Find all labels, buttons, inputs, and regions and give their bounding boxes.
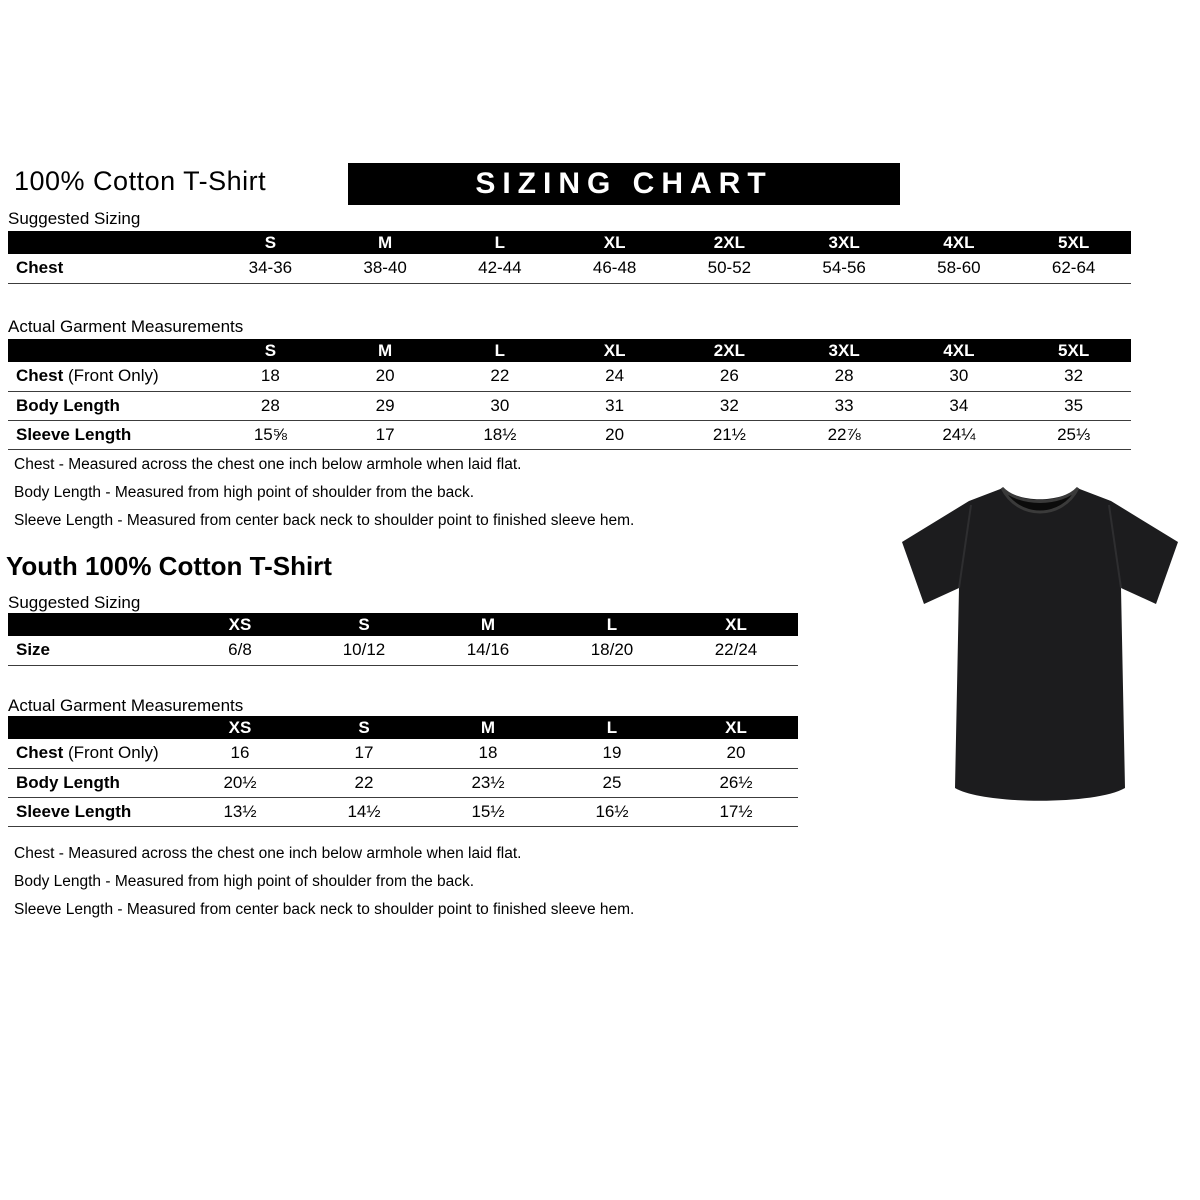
row-label-cell <box>8 739 178 768</box>
row-label-suffix: (Front Only) <box>63 366 159 386</box>
size-column-header: 5XL <box>1016 231 1131 254</box>
size-value-cell: 42-44 <box>443 254 558 283</box>
sizing-chart-banner: SIZING CHART <box>348 163 900 205</box>
size-column-header: M <box>328 339 443 362</box>
adult-actual-measurements-table <box>8 339 1131 450</box>
note-line-body-length: Body Length - Measured from high point of shoulder from the back. <box>14 873 475 890</box>
size-column-header: 3XL <box>787 339 902 362</box>
table-row <box>8 254 1131 283</box>
youth-actual-measurements-table <box>8 716 798 827</box>
note-line-body-length: Body Length - Measured from high point of shoulder from the back. <box>14 484 475 501</box>
row-label-text: Sleeve Length <box>16 424 132 444</box>
row-label-text: Sleeve Length <box>16 801 132 821</box>
table-row <box>8 636 798 665</box>
size-column-header: 3XL <box>787 231 902 254</box>
size-value-cell: 38-40 <box>328 254 443 283</box>
size-value-cell: 18½ <box>443 420 558 449</box>
row-label-text: Body Length <box>16 395 120 415</box>
size-value-cell: 20 <box>557 420 672 449</box>
size-value-cell: 20½ <box>178 768 302 797</box>
note-line-sleeve-length: Sleeve Length - Measured from center back neck to shoulder point to finished sleeve hem. <box>14 901 635 918</box>
size-value-cell: 24 <box>557 362 672 391</box>
table-row <box>8 797 798 826</box>
size-column-header: XL <box>557 231 672 254</box>
size-value-cell: 23½ <box>426 768 550 797</box>
table-header-row <box>8 339 1131 362</box>
youth-measurement-notes <box>14 845 634 929</box>
size-value-cell: 35 <box>1016 391 1131 420</box>
note-line-sleeve-length: Sleeve Length - Measured from center back neck to shoulder point to finished sleeve hem. <box>14 512 635 529</box>
size-value-cell: 33 <box>787 391 902 420</box>
size-value-cell: 29 <box>328 391 443 420</box>
table-header-row <box>8 716 798 739</box>
size-column-header: 4XL <box>902 339 1017 362</box>
size-value-cell: 32 <box>1016 362 1131 391</box>
size-value-cell: 26 <box>672 362 787 391</box>
size-value-cell: 28 <box>213 391 328 420</box>
size-value-cell: 24¼ <box>902 420 1017 449</box>
row-label-text: Body Length <box>16 772 120 792</box>
size-column-header: XL <box>674 716 798 739</box>
size-column-header: XS <box>178 613 302 636</box>
table-header-row <box>8 231 1131 254</box>
size-value-cell: 25 <box>550 768 674 797</box>
note-line-chest: Chest - Measured across the chest one inch below armhole when laid flat. <box>14 845 522 862</box>
adult-actual-measurements-label: Actual Garment Measurements <box>8 317 244 336</box>
size-value-cell: 26½ <box>674 768 798 797</box>
size-value-cell: 62-64 <box>1016 254 1131 283</box>
youth-actual-measurements-label: Actual Garment Measurements <box>8 696 244 715</box>
youth-suggested-sizing-table <box>8 613 798 666</box>
size-column-header: S <box>302 716 426 739</box>
size-value-cell: 21½ <box>672 420 787 449</box>
size-value-cell: 15⅝ <box>213 420 328 449</box>
size-column-header: 2XL <box>672 231 787 254</box>
size-value-cell: 6/8 <box>178 636 302 665</box>
empty-header-cell <box>8 613 178 636</box>
size-value-cell: 32 <box>672 391 787 420</box>
row-label-cell <box>8 391 213 420</box>
size-value-cell: 30 <box>902 362 1017 391</box>
size-value-cell: 34 <box>902 391 1017 420</box>
table-row <box>8 420 1131 449</box>
row-label-cell <box>8 636 178 665</box>
adult-product-title: 100% Cotton T-Shirt <box>14 166 267 196</box>
size-value-cell: 20 <box>328 362 443 391</box>
size-value-cell: 19 <box>550 739 674 768</box>
size-column-header: M <box>426 716 550 739</box>
size-column-header: XS <box>178 716 302 739</box>
row-label-text: Size <box>16 640 51 660</box>
size-column-header: S <box>302 613 426 636</box>
table-header-row <box>8 613 798 636</box>
row-label-suffix: (Front Only) <box>63 743 159 763</box>
size-value-cell: 22/24 <box>674 636 798 665</box>
size-value-cell: 22 <box>302 768 426 797</box>
youth-suggested-sizing-label: Suggested Sizing <box>8 593 141 612</box>
size-value-cell: 18 <box>213 362 328 391</box>
size-value-cell: 18 <box>426 739 550 768</box>
adult-suggested-sizing-table <box>8 231 1131 284</box>
size-column-header: XL <box>557 339 672 362</box>
row-label-text: Chest <box>16 366 64 386</box>
table-row <box>8 739 798 768</box>
table-row <box>8 362 1131 391</box>
size-value-cell: 28 <box>787 362 902 391</box>
size-column-header: M <box>426 613 550 636</box>
size-column-header: S <box>213 231 328 254</box>
size-column-header: L <box>550 613 674 636</box>
size-value-cell: 17 <box>328 420 443 449</box>
size-value-cell: 18/20 <box>550 636 674 665</box>
size-value-cell: 34-36 <box>213 254 328 283</box>
row-label-text: Chest <box>16 258 64 278</box>
row-label-cell <box>8 362 213 391</box>
size-value-cell: 14/16 <box>426 636 550 665</box>
size-value-cell: 50-52 <box>672 254 787 283</box>
tshirt-body <box>902 488 1178 801</box>
row-label-cell <box>8 768 178 797</box>
size-value-cell: 14½ <box>302 797 426 826</box>
size-value-cell: 22 <box>443 362 558 391</box>
black-tshirt-image <box>890 472 1190 837</box>
size-column-header: M <box>328 231 443 254</box>
size-column-header: XL <box>674 613 798 636</box>
adult-suggested-sizing-label: Suggested Sizing <box>8 209 141 228</box>
size-value-cell: 46-48 <box>557 254 672 283</box>
empty-header-cell <box>8 339 213 362</box>
table-row <box>8 768 798 797</box>
size-value-cell: 20 <box>674 739 798 768</box>
size-column-header: L <box>443 231 558 254</box>
table-row <box>8 391 1131 420</box>
size-value-cell: 30 <box>443 391 558 420</box>
size-value-cell: 16 <box>178 739 302 768</box>
note-line-chest: Chest - Measured across the chest one inch below armhole when laid flat. <box>14 456 522 473</box>
size-value-cell: 15½ <box>426 797 550 826</box>
size-value-cell: 58-60 <box>902 254 1017 283</box>
empty-header-cell <box>8 716 178 739</box>
size-column-header: S <box>213 339 328 362</box>
adult-measurement-notes <box>14 456 634 540</box>
row-label-cell <box>8 797 178 826</box>
size-column-header: 4XL <box>902 231 1017 254</box>
size-column-header: L <box>443 339 558 362</box>
row-label-text: Chest <box>16 743 64 763</box>
youth-product-title: Youth 100% Cotton T-Shirt <box>6 551 332 581</box>
size-value-cell: 25⅓ <box>1016 420 1131 449</box>
size-value-cell: 31 <box>557 391 672 420</box>
size-column-header: L <box>550 716 674 739</box>
size-value-cell: 22⅞ <box>787 420 902 449</box>
size-value-cell: 10/12 <box>302 636 426 665</box>
size-value-cell: 16½ <box>550 797 674 826</box>
size-value-cell: 17½ <box>674 797 798 826</box>
row-label-cell <box>8 420 213 449</box>
size-value-cell: 17 <box>302 739 426 768</box>
row-label-cell <box>8 254 213 283</box>
size-column-header: 2XL <box>672 339 787 362</box>
size-value-cell: 13½ <box>178 797 302 826</box>
size-column-header: 5XL <box>1016 339 1131 362</box>
size-value-cell: 54-56 <box>787 254 902 283</box>
empty-header-cell <box>8 231 213 254</box>
